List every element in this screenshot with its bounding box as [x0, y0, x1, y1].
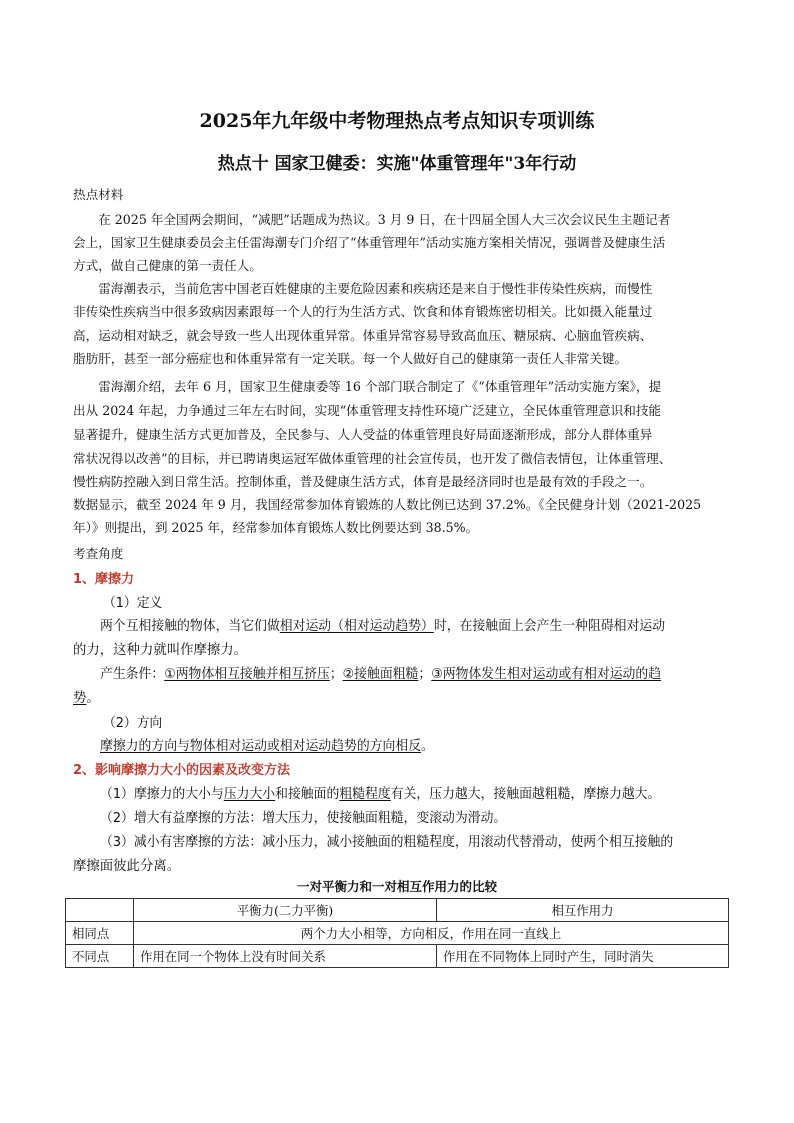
- s1-cond-sep: ；: [329, 667, 343, 682]
- table-row-label: 不同点: [66, 945, 134, 968]
- s1-definition-cont: 的力，这种力就叫作摩擦力。: [73, 643, 248, 658]
- s1-cond-sep: ；: [418, 667, 432, 682]
- material-line: 雷海潮介绍，去年 6 月，国家卫生健康委等 16 个部门联合制定了《“体重管理年”活动实施方案》，提: [73, 379, 662, 394]
- material-line: 常状况得以改善”的目标，并已聘请奥运冠军做体重管理的社会宣传员，也开发了微信表情包，让体重管理、: [73, 451, 672, 466]
- material-heading: 热点材料: [73, 187, 124, 202]
- table-row: [66, 945, 729, 968]
- s1-definition-label: （1）定义: [103, 596, 163, 611]
- table-cell: 两个力大小相等，方向相反，作用在同一直线上: [134, 922, 729, 945]
- table-header-cell: [66, 899, 134, 922]
- s1-direction-text: 摩擦力的方向与物体相对运动或相对运动趋势的方向相反: [100, 739, 422, 754]
- material-line: 脂肪肝，甚至一部分癌症也和体重异常有一定关联。每一个人做好自己的健康第一责任人非常关键。: [73, 351, 628, 366]
- s1-cond-2: ②接触面粗糙: [342, 667, 419, 682]
- table-header-cell: 相互作用力: [437, 899, 729, 922]
- s1-cond-period: 。: [86, 691, 100, 706]
- s2-p1-text-b: 和接触面的: [275, 787, 340, 802]
- s1-def-text: 两个互相接触的物体，当它们做: [100, 619, 280, 634]
- s2-p1-text-c: 有关，压力越大，接触面越粗糙，摩擦力越大。: [390, 787, 661, 802]
- table-header-row: [66, 899, 729, 922]
- material-line: 会上，国家卫生健康委员会主任雷海潮专门介绍了“体重管理年”活动实施方案相关情况，强调普及健康生活: [73, 235, 666, 250]
- material-line: 方式，做自己健康的第一责任人。: [73, 258, 262, 273]
- s2-point-2: （2）增大有益摩擦的方法：增大压力，使接触面粗糙，变滚动为滑动。: [100, 811, 507, 826]
- material-line: 雷海潮表示，当前危害中国老百姓健康的主要危险因素和疾病还是来自于慢性非传染性疾病，而慢性: [73, 281, 653, 296]
- material-line: 在 2025 年全国两会期间，“减肥”话题成为热议。3 月 9 日，在十四届全国人大三次会议民生主题记者: [73, 212, 671, 227]
- s1-cond-3: ③两物体发生相对运动或有相对运动的趋: [431, 667, 662, 682]
- s2-point-3-cont: 摩擦面彼此分离。: [73, 859, 181, 874]
- comparison-table: [65, 898, 729, 968]
- s1-conditions-line: [100, 663, 733, 682]
- section2-heading: 2、影响摩擦力大小的因素及改变方法: [73, 763, 291, 778]
- material-line: 数据显示，截至 2024 年 9 月，我国经常参加体育锻炼的人数比例已达到 37.2%。《全民健身计划（2021-2025: [73, 497, 702, 512]
- s1-direction-period: 。: [421, 739, 434, 754]
- table-row: [66, 922, 729, 945]
- section1-heading: 1、摩擦力: [73, 572, 135, 587]
- material-line: 年）》则提出，到 2025 年，经常参加体育锻炼人数比例要达到 38.5%。: [73, 520, 479, 535]
- material-line: 慢性病防控融入到日常生活。控制体重，普及健康生活方式，体育是最经济同时也是最有效的手段之一。: [73, 474, 653, 489]
- s1-cond-3-end: 势: [73, 691, 87, 706]
- s1-conditions-cont: [73, 687, 733, 706]
- document-title: 2025年九年级中考物理热点考点知识专项训练: [199, 110, 595, 132]
- table-row-label: 相同点: [66, 922, 134, 945]
- s1-definition-line: [100, 615, 733, 634]
- document-subtitle: 热点十 国家卫健委：实施"体重管理年"3年行动: [217, 154, 577, 174]
- material-line: 高，运动相对缺乏，就会导致一些人出现体重异常。体重异常容易导致高血压、糖尿病、心脑血管疾病、: [73, 328, 653, 343]
- s1-direction-line: [100, 735, 733, 754]
- material-line: 非传染性疾病当中很多致病因素跟每一个人的行为生活方式、饮食和体育锻炼密切相关。比如摄入能量过: [73, 304, 653, 319]
- table-header-cell: 平衡力(二力平衡): [134, 899, 437, 922]
- table-cell: 作用在同一个物体上没有时间关系: [134, 945, 437, 968]
- table-cell: 作用在不同物体上同时产生，同时消失: [437, 945, 729, 968]
- material-line: 出从 2024 年起，力争通过三年左右时间，实现“体重管理支持性环境广泛建立，全民体重管理意识和技能: [73, 403, 662, 418]
- exam-heading: 考查角度: [73, 546, 124, 561]
- s1-direction-label: （2）方向: [103, 716, 163, 731]
- s1-def-text-b: 时，在接触面上会产生一种阻碍相对运动: [433, 619, 666, 634]
- s1-cond-1: ①两物体相互接触并相互挤压: [164, 667, 330, 682]
- table-caption: 一对平衡力和一对相互作用力的比较: [296, 879, 497, 894]
- s1-def-underline: 相对运动（相对运动趋势）: [279, 619, 434, 634]
- s2-p1-roughness: 粗糙程度: [339, 787, 391, 802]
- material-line: 显著提升，健康生活方式更加普及，全民参与、人人受益的体重管理良好局面逐渐形成，部分人群体重异: [73, 427, 653, 442]
- s2-point-3: （3）减小有害摩擦的方法：减小压力，减小接触面的粗糙程度，用滚动代替滑动，使两个相互接触的: [100, 835, 674, 850]
- s2-p1-text: （1）摩擦力的大小与: [100, 787, 224, 802]
- s1-cond-label: 产生条件：: [100, 667, 165, 682]
- s2-point-1: [100, 783, 733, 802]
- s2-p1-pressure: 压力大小: [223, 787, 276, 802]
